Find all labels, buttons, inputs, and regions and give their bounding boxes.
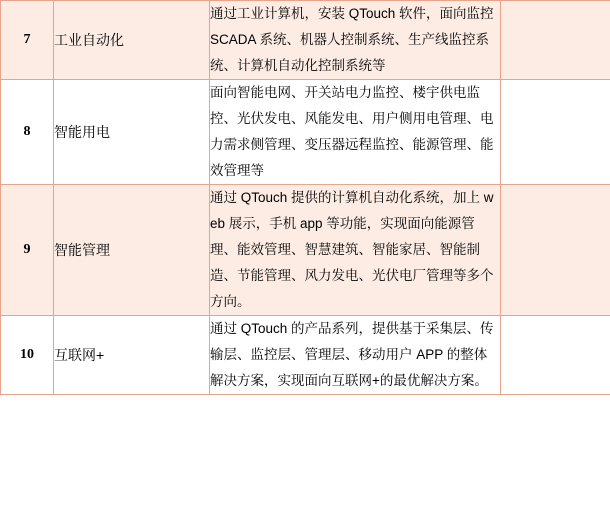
row-name-cell: 工业自动化 [54, 1, 210, 80]
table-row [1, 1, 610, 80]
row-desc-text: 通过 QTouch 提供的计算机自动化系统，加上 web 展示，手机 app 等功能，实现面向能源管理、能效管理、智慧建筑、智能家居、智能制造、节能管理、风力发电、光伏电厂管理等多个方向。 [210, 190, 494, 309]
row-index-cell: 7 [1, 1, 54, 80]
row-extra-cell [501, 316, 610, 395]
row-name-cell: 互联网+ [54, 316, 210, 395]
row-name-cell: 智能用电 [54, 80, 210, 185]
row-index-cell: 9 [1, 185, 54, 316]
table-row [1, 185, 610, 316]
row-name-cell: 智能管理 [54, 185, 210, 316]
row-extra-cell [501, 80, 610, 185]
row-desc-cell [210, 1, 501, 80]
spec-table-body [1, 1, 610, 395]
row-desc-cell [210, 316, 501, 395]
row-desc-cell [210, 80, 501, 185]
row-desc-text: 通过工业计算机，安装 QTouch 软件，面向监控 SCADA 系统、机器人控制系统、生产线监控系统、计算机自动化控制系统等 [210, 6, 498, 73]
table-row [1, 80, 610, 185]
row-desc-text: 通过 QTouch 的产品系列，提供基于采集层、传输层、监控层、管理层、移动用户 APP 的整体解决方案，实现面向互联网+的最优解决方案。 [210, 321, 494, 388]
row-extra-cell [501, 1, 610, 80]
row-desc-cell [210, 185, 501, 316]
row-index-cell: 8 [1, 80, 54, 185]
row-index-cell: 10 [1, 316, 54, 395]
row-extra-cell [501, 185, 610, 316]
row-desc-text: 面向智能电网、开关站电力监控、楼宇供电监控、光伏发电、风能发电、用户侧用电管理、电力需求侧管理、变压器远程监控、能源管理、能效管理等 [210, 85, 494, 178]
table-row [1, 316, 610, 395]
